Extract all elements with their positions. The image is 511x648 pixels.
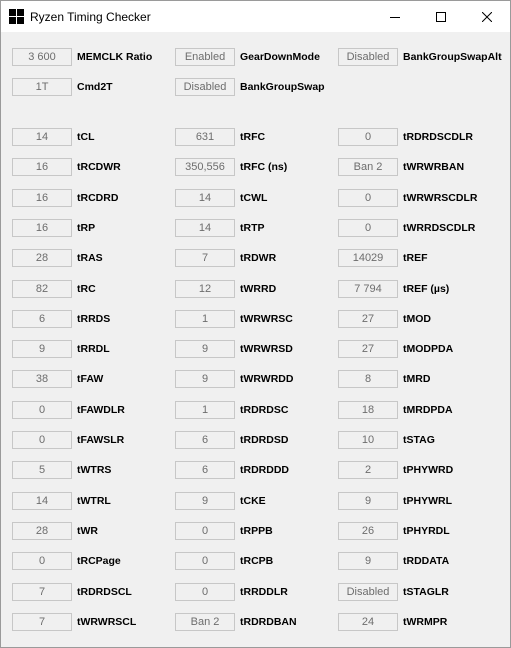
tcl-label: tCL: [77, 131, 95, 143]
tfawslr-label: tFAWSLR: [77, 434, 125, 446]
geardownmode-label: GearDownMode: [240, 51, 320, 63]
trfc-field[interactable]: 631: [175, 128, 235, 146]
twrrd-label: tWRRD: [240, 283, 277, 295]
twrwrscdlr-field[interactable]: 0: [338, 189, 398, 207]
tstag-label: tSTAG: [403, 434, 435, 446]
memclk-ratio-label: MEMCLK Ratio: [77, 51, 153, 63]
trfc-ns-field[interactable]: 350,556: [175, 158, 235, 176]
trdrdban-label: tRDRDBAN: [240, 616, 297, 628]
cmd2t-field[interactable]: 1T: [12, 78, 72, 96]
tcke-field[interactable]: 9: [175, 492, 235, 510]
trcpage-field[interactable]: 0: [12, 552, 72, 570]
twrwrdd-label: tWRWRDD: [240, 373, 294, 385]
tfawdlr-label: tFAWDLR: [77, 404, 125, 416]
twtrs-label: tWTRS: [77, 464, 112, 476]
trp-field[interactable]: 16: [12, 219, 72, 237]
twrwrsd-field[interactable]: 9: [175, 340, 235, 358]
trrddlr-field[interactable]: 0: [175, 583, 235, 601]
maximize-button[interactable]: [418, 1, 464, 32]
twrrdscdlr-label: tWRRDSCDLR: [403, 222, 476, 234]
trtp-field[interactable]: 14: [175, 219, 235, 237]
tstaglr-label: tSTAGLR: [403, 586, 449, 598]
trrds-field[interactable]: 6: [12, 310, 72, 328]
trdrdsd-field[interactable]: 6: [175, 431, 235, 449]
trcdrd-label: tRCDRD: [77, 192, 119, 204]
twrwrscdlr-label: tWRWRSCDLR: [403, 192, 478, 204]
close-button[interactable]: [464, 1, 510, 32]
trcdrd-field[interactable]: 16: [12, 189, 72, 207]
twrwrsd-label: tWRWRSD: [240, 343, 293, 355]
tmodpda-label: tMODPDA: [403, 343, 454, 355]
trcpb-label: tRCPB: [240, 555, 274, 567]
trppb-field[interactable]: 0: [175, 522, 235, 540]
tmod-field[interactable]: 27: [338, 310, 398, 328]
trp-label: tRP: [77, 222, 96, 234]
tmrd-label: tMRD: [403, 373, 431, 385]
twtrl-field[interactable]: 14: [12, 492, 72, 510]
twrrd-field[interactable]: 12: [175, 280, 235, 298]
tcwl-field[interactable]: 14: [175, 189, 235, 207]
tmrdpda-field[interactable]: 18: [338, 401, 398, 419]
memclk-ratio-field[interactable]: 3 600: [12, 48, 72, 66]
bankgroupswapalt-field[interactable]: Disabled: [338, 48, 398, 66]
trddata-field[interactable]: 9: [338, 552, 398, 570]
tras-field[interactable]: 28: [12, 249, 72, 267]
close-icon: [482, 12, 492, 22]
tstaglr-field[interactable]: Disabled: [338, 583, 398, 601]
tref-s-field[interactable]: 7 794: [338, 280, 398, 298]
maximize-icon: [436, 12, 446, 22]
title-bar[interactable]: [1, 1, 510, 32]
trrdl-label: tRRDL: [77, 343, 110, 355]
cmd2t-label: Cmd2T: [77, 81, 113, 93]
tstag-field[interactable]: 10: [338, 431, 398, 449]
trdrdscl-field[interactable]: 7: [12, 583, 72, 601]
trdwr-label: tRDWR: [240, 252, 277, 264]
tcl-field[interactable]: 14: [12, 128, 72, 146]
twrrdscdlr-field[interactable]: 0: [338, 219, 398, 237]
minimize-icon: [390, 12, 400, 22]
trppb-label: tRPPB: [240, 525, 273, 537]
trcpage-label: tRCPage: [77, 555, 121, 567]
trdrdsc-label: tRDRDSC: [240, 404, 289, 416]
twr-field[interactable]: 28: [12, 522, 72, 540]
tfawslr-field[interactable]: 0: [12, 431, 72, 449]
tfaw-field[interactable]: 38: [12, 370, 72, 388]
twrwrsc-label: tWRWRSC: [240, 313, 293, 325]
trcpb-field[interactable]: 0: [175, 552, 235, 570]
twrwrsc-field[interactable]: 1: [175, 310, 235, 328]
trrds-label: tRRDS: [77, 313, 111, 325]
trtp-label: tRTP: [240, 222, 265, 234]
twrmpr-label: tWRMPR: [403, 616, 448, 628]
trdrdscdlr-field[interactable]: 0: [338, 128, 398, 146]
tmod-label: tMOD: [403, 313, 431, 325]
tref-label: tREF: [403, 252, 428, 264]
tfawdlr-field[interactable]: 0: [12, 401, 72, 419]
trdrdsc-field[interactable]: 1: [175, 401, 235, 419]
bankgroupswap-label: BankGroupSwap: [240, 81, 325, 93]
trdrdscdlr-label: tRDRDSCDLR: [403, 131, 473, 143]
tfaw-label: tFAW: [77, 373, 104, 385]
tmrdpda-label: tMRDPDA: [403, 404, 453, 416]
bankgroupswapalt-label: BankGroupSwapAlt: [403, 51, 502, 63]
geardownmode-field[interactable]: Enabled: [175, 48, 235, 66]
tras-label: tRAS: [77, 252, 103, 264]
tphywrl-label: tPHYWRL: [403, 495, 452, 507]
trrdl-field[interactable]: 9: [12, 340, 72, 358]
tphywrd-label: tPHYWRD: [403, 464, 454, 476]
tcwl-label: tCWL: [240, 192, 268, 204]
tphyrdl-label: tPHYRDL: [403, 525, 450, 537]
tphyrdl-field[interactable]: 26: [338, 522, 398, 540]
twr-label: tWR: [77, 525, 98, 537]
bankgroupswap-field[interactable]: Disabled: [175, 78, 235, 96]
trdrddd-field[interactable]: 6: [175, 461, 235, 479]
tref-s-label: tREF (µs): [403, 283, 450, 295]
twrmpr-field[interactable]: 24: [338, 613, 398, 631]
trdrdsd-label: tRDRDSD: [240, 434, 289, 446]
twrwrscl-label: tWRWRSCL: [77, 616, 137, 628]
trdrdban-field[interactable]: Ban 2: [175, 613, 235, 631]
tmrd-field[interactable]: 8: [338, 370, 398, 388]
trfc-ns-label: tRFC (ns): [240, 161, 288, 173]
trfc-label: tRFC: [240, 131, 266, 143]
twrwrban-field[interactable]: Ban 2: [338, 158, 398, 176]
twrwrban-label: tWRWRBAN: [403, 161, 465, 173]
twrwrscl-field[interactable]: 7: [12, 613, 72, 631]
trdrdscl-label: tRDRDSCL: [77, 586, 132, 598]
trddata-label: tRDDATA: [403, 555, 450, 567]
trc-label: tRC: [77, 283, 96, 295]
minimize-button[interactable]: [372, 1, 418, 32]
trcdwr-field[interactable]: 16: [12, 158, 72, 176]
tphywrl-field[interactable]: 9: [338, 492, 398, 510]
tmodpda-field[interactable]: 27: [338, 340, 398, 358]
trcdwr-label: tRCDWR: [77, 161, 121, 173]
twrwrdd-field[interactable]: 9: [175, 370, 235, 388]
trrddlr-label: tRRDDLR: [240, 586, 288, 598]
tphywrd-field[interactable]: 2: [338, 461, 398, 479]
trdrddd-label: tRDRDDD: [240, 464, 289, 476]
tcke-label: tCKE: [240, 495, 266, 507]
twtrl-label: tWTRL: [77, 495, 111, 507]
windows-logo-icon: [9, 9, 24, 24]
trdwr-field[interactable]: 7: [175, 249, 235, 267]
twtrs-field[interactable]: 5: [12, 461, 72, 479]
window-title: Ryzen Timing Checker: [30, 10, 151, 24]
trc-field[interactable]: 82: [12, 280, 72, 298]
tref-field[interactable]: 14029: [338, 249, 398, 267]
